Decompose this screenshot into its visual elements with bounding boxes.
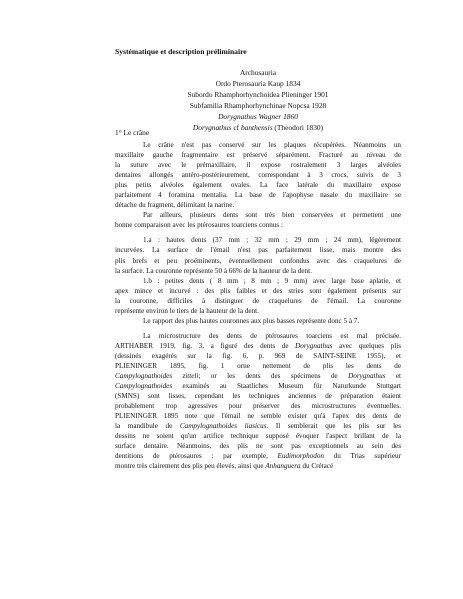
text-line: (SMNS) sont lisses, cependant les techniques anciennes de préparation étaient	[115, 392, 401, 401]
section-title: 1° Le crâne	[115, 128, 150, 137]
taxonomy-block	[115, 67, 401, 134]
text-line: PLIENINGER 1895 note que l'émail ne semble exister qu'à l'apex des dents de	[115, 412, 401, 421]
text-line: La microstructure des dents de ptérosaures toarciens est mal précisée.	[143, 331, 401, 340]
text-line: PLIENINGER 1895, fig. 1 orne nettement de plis les dents de	[115, 361, 401, 370]
text-line: la mandibule de Campylognathoides liasicus. Il semblerait que les plis sur les	[115, 422, 401, 431]
text-line: représente environ le tiers de la hauteur de la dent.	[115, 306, 259, 315]
text-line: détache du fragment, délimitant la narine.	[115, 201, 235, 210]
text-line: parfaitement 4 foramina mentalia. La base de l'apophyse nasale du maxillaire se	[115, 191, 401, 200]
taxon-line: Subfamilia Rhamphorhynchinae Nopcsa 1928	[189, 101, 327, 111]
text-line: dentitions de ptérosaures : par exemple, Eudimorphodon du Trias supérieur	[115, 452, 401, 461]
text-line: surface dentaire. Néanmoins, des plis ne sont pas exceptionnels au sein des	[115, 442, 401, 451]
taxon-line: Dorygnathus Wagner 1860	[218, 112, 298, 122]
taxon-line: Dorygnathus cf banthensis (Theodori 1830)	[192, 123, 324, 133]
text-line: la couronne, difficiles à distinguer de craquelures de l'émail. La couronne	[115, 296, 401, 305]
text-line: Le crâne n'est pas conservé sur les plaques récupérées. Néanmoins un	[143, 141, 401, 149]
page-heading: Systématique et description préliminaire	[115, 47, 247, 56]
taxon-line: Subordo Rhamphorhynchoidea Plieninger 1901	[187, 90, 329, 100]
text-line: ARTHABER 1919, fig. 3, a figuré des dents de Dorygnathus avec quelques plis	[115, 341, 401, 350]
taxon-line: Archosauria	[239, 68, 277, 77]
text-line: (dessinés exagérés sur la fig. 6, p. 969 de SAINT-SEINE 1955), et	[115, 351, 401, 360]
taxon-line: Ordo Pterosauria Kaup 1834	[215, 79, 301, 89]
text-line: 1.b : petites dents ( 8 mm ; 8 mm ; 9 mm) avec large base aplatie, et	[143, 276, 401, 285]
text-line: Le rapport des plus hautes couronnes aux plus basses représente donc 5 à 7.	[143, 316, 360, 325]
text-line: Par ailleurs, plusieurs dents sont très bien conservées et permettent une	[143, 211, 401, 220]
text-line: bonne comparaison avec les ptérosaures toarciens connus :	[115, 221, 283, 230]
text-line: la suture avec le prémaxillaire, il expose rostralement 3 larges alvéoles	[115, 161, 401, 170]
text-line: plus petits alvéoles également ovales. La face latérale du maxillaire expose	[115, 181, 401, 190]
text-line: la surface. La couronne représente 50 à 66% de la hauteur de la dent.	[115, 266, 312, 275]
text-line: montre très clairement des plis peu élevés, ainsi que Anhanguera du Crétacé	[115, 462, 334, 471]
body-text	[115, 140, 401, 472]
text-line: Campylognathoides examinés au Staatliches Museum für Naturkunde Stuttgart	[115, 382, 401, 391]
text-line: Campylognathoides zitteli; or les dents des spécimens de Dorygnathus et	[115, 372, 401, 381]
text-line: probablement trop agressives pour préserver des microstructures éventuelles.	[115, 402, 401, 411]
text-line: plis brefs et peu proéminents, éventuellement confondus avec des craquelures de	[115, 256, 401, 265]
text-line: dessins ne soient qu'un artifice technique supposé évoquer l'aspect brillant de la	[115, 432, 401, 441]
text-line: maxillaire gauche fragmentaire est préservé séparément. Fracturé au niveau de	[115, 151, 401, 160]
text-line: dentaires allongés antéro-postérieurement, correspondant à 3 crocs, suivis de 3	[115, 171, 401, 180]
text-line: apex mince et incurvé : des plis faibles et des stries sont également présents sur	[115, 286, 401, 295]
text-line: incurvées. La surface de l'émail n'est pas parfaitement lisse, mais montre des	[115, 246, 401, 255]
text-line: 1.a : hautes dents (37 mm ; 32 mm ; 29 mm ; 24 mm), légèrement	[143, 236, 401, 245]
